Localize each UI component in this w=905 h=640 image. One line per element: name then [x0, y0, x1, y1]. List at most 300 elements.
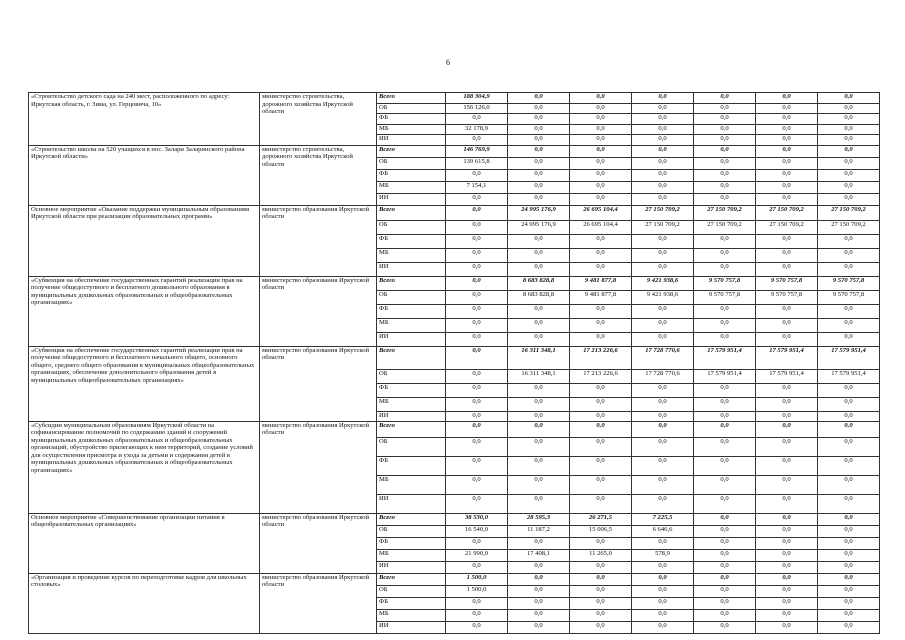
amount-cell: 188 304,9	[446, 93, 508, 104]
amount-cell: 0,0	[508, 397, 570, 411]
amount-cell: 0,0	[756, 181, 818, 193]
funding-source: Всего	[377, 421, 446, 437]
amount-cell: 0,0	[570, 248, 632, 262]
amount-cell: 27 150 709,2	[756, 205, 818, 220]
amount-cell: 0,0	[508, 585, 570, 597]
amount-cell: 0,0	[508, 124, 570, 135]
funding-source: МБ	[377, 181, 446, 193]
amount-cell: 0,0	[756, 135, 818, 146]
amount-cell: 0,0	[446, 621, 508, 633]
amount-cell: 0,0	[570, 193, 632, 205]
amount-cell: 0,0	[446, 561, 508, 573]
responsible-executor: министерство образования Иркутской области	[260, 205, 377, 276]
amount-cell: 0,0	[694, 234, 756, 248]
amount-cell: 0,0	[632, 397, 694, 411]
amount-cell: 0,0	[446, 290, 508, 304]
amount-cell: 28 595,3	[508, 513, 570, 525]
amount-cell: 0,0	[694, 421, 756, 437]
amount-cell: 0,0	[694, 561, 756, 573]
amount-cell: 146 769,9	[446, 145, 508, 157]
amount-cell: 0,0	[570, 93, 632, 104]
amount-cell: 0,0	[508, 262, 570, 276]
amount-cell: 0,0	[632, 597, 694, 609]
funding-source: ФБ	[377, 304, 446, 318]
amount-cell: 0,0	[570, 537, 632, 549]
responsible-executor: министерство образования Иркутской области	[260, 573, 377, 633]
amount-cell: 0,0	[570, 304, 632, 318]
amount-cell: 9 570 757,8	[756, 290, 818, 304]
amount-cell: 0,0	[694, 248, 756, 262]
responsible-executor: министерство образования Иркутской области	[260, 276, 377, 346]
amount-cell: 156 126,0	[446, 103, 508, 114]
amount-cell: 27 150 709,2	[694, 220, 756, 234]
amount-cell: 0,0	[632, 124, 694, 135]
amount-cell: 0,0	[694, 513, 756, 525]
amount-cell: 0,0	[632, 475, 694, 494]
amount-cell: 0,0	[632, 421, 694, 437]
amount-cell: 0,0	[632, 621, 694, 633]
amount-cell: 0,0	[694, 411, 756, 421]
amount-cell: 8 683 828,8	[508, 290, 570, 304]
funding-source: МБ	[377, 318, 446, 332]
amount-cell: 0,0	[508, 103, 570, 114]
funding-source: МБ	[377, 609, 446, 621]
funding-source: ОБ	[377, 157, 446, 169]
amount-cell: 0,0	[508, 234, 570, 248]
amount-cell: 0,0	[508, 114, 570, 125]
amount-cell: 0,0	[632, 93, 694, 104]
responsible-executor: министерство строительства, дорожного хозяйства Иркутской области	[260, 93, 377, 146]
amount-cell: 0,0	[446, 383, 508, 397]
funding-source: ИИ	[377, 193, 446, 205]
amount-cell: 0,0	[446, 411, 508, 421]
amount-cell: 17 579 951,4	[694, 369, 756, 383]
amount-cell: 0,0	[756, 157, 818, 169]
funding-source: Всего	[377, 93, 446, 104]
amount-cell: 0,0	[632, 561, 694, 573]
amount-cell: 0,0	[756, 103, 818, 114]
amount-cell: 0,0	[694, 621, 756, 633]
amount-cell: 0,0	[756, 621, 818, 633]
amount-cell: 0,0	[446, 220, 508, 234]
amount-cell: 0,0	[694, 114, 756, 125]
amount-cell: 0,0	[632, 456, 694, 475]
amount-cell: 0,0	[818, 494, 880, 513]
amount-cell: 0,0	[818, 421, 880, 437]
amount-cell: 11 265,0	[570, 549, 632, 561]
amount-cell: 0,0	[632, 169, 694, 181]
amount-cell: 139 615,8	[446, 157, 508, 169]
amount-cell: 0,0	[694, 383, 756, 397]
table-row-total	[29, 421, 880, 437]
amount-cell: 0,0	[756, 145, 818, 157]
amount-cell: 0,0	[570, 456, 632, 475]
table-row-total	[29, 513, 880, 525]
amount-cell: 0,0	[570, 561, 632, 573]
amount-cell: 27 150 709,2	[818, 205, 880, 220]
amount-cell: 0,0	[570, 383, 632, 397]
funding-source: ФБ	[377, 114, 446, 125]
amount-cell: 0,0	[446, 114, 508, 125]
amount-cell: 0,0	[756, 169, 818, 181]
amount-cell: 0,0	[818, 234, 880, 248]
amount-cell: 0,0	[570, 124, 632, 135]
amount-cell: 0,0	[570, 332, 632, 346]
amount-cell: 0,0	[694, 437, 756, 456]
amount-cell: 0,0	[632, 437, 694, 456]
amount-cell: 0,0	[694, 169, 756, 181]
funding-source: Всего	[377, 573, 446, 585]
amount-cell: 0,0	[632, 262, 694, 276]
table-row-total	[29, 145, 880, 157]
amount-cell: 0,0	[694, 181, 756, 193]
amount-cell: 0,0	[508, 609, 570, 621]
amount-cell: 1 500,0	[446, 573, 508, 585]
amount-cell: 0,0	[818, 93, 880, 104]
budget-table	[28, 92, 880, 634]
amount-cell: 0,0	[632, 573, 694, 585]
amount-cell: 0,0	[756, 383, 818, 397]
amount-cell: 0,0	[508, 456, 570, 475]
amount-cell: 0,0	[756, 234, 818, 248]
funding-source: ФБ	[377, 234, 446, 248]
amount-cell: 0,0	[508, 597, 570, 609]
amount-cell: 0,0	[508, 318, 570, 332]
amount-cell: 0,0	[446, 135, 508, 146]
page-number: 6	[446, 58, 450, 67]
funding-source: ОБ	[377, 220, 446, 234]
amount-cell: 0,0	[570, 181, 632, 193]
amount-cell: 27 150 709,2	[756, 220, 818, 234]
amount-cell: 0,0	[756, 597, 818, 609]
amount-cell: 0,0	[570, 411, 632, 421]
activity-description: «Субсидии муниципальным образованиям Иркутской области на софинансирование полномочий по содержанию зданий и сооружений муниципальных дошкольных образовательных и общеобразовательных организаций, обустройство прилегающих к ним территорий, создание условий для осуществления присмотра и ухода за детьми и содержания детей в муниципальных дошкольных образовательных и общеобразовательных организациях»	[29, 421, 260, 513]
amount-cell: 0,0	[632, 145, 694, 157]
amount-cell: 0,0	[570, 318, 632, 332]
amount-cell: 0,0	[756, 332, 818, 346]
amount-cell: 0,0	[632, 411, 694, 421]
funding-source: МБ	[377, 124, 446, 135]
amount-cell: 0,0	[446, 456, 508, 475]
amount-cell: 0,0	[446, 248, 508, 262]
table-row-total	[29, 93, 880, 104]
amount-cell: 0,0	[818, 475, 880, 494]
amount-cell: 0,0	[446, 276, 508, 290]
amount-cell: 0,0	[570, 621, 632, 633]
table-row-total	[29, 573, 880, 585]
amount-cell: 0,0	[694, 525, 756, 537]
amount-cell: 0,0	[818, 181, 880, 193]
amount-cell: 0,0	[632, 248, 694, 262]
amount-cell: 0,0	[818, 437, 880, 456]
amount-cell: 0,0	[756, 537, 818, 549]
funding-source: Всего	[377, 205, 446, 220]
funding-source: ФБ	[377, 169, 446, 181]
amount-cell: 26 271,5	[570, 513, 632, 525]
funding-source: ОБ	[377, 290, 446, 304]
amount-cell: 0,0	[632, 135, 694, 146]
table-row-total	[29, 276, 880, 290]
amount-cell: 0,0	[818, 124, 880, 135]
amount-cell: 0,0	[446, 397, 508, 411]
amount-cell: 0,0	[694, 318, 756, 332]
amount-cell: 7 154,1	[446, 181, 508, 193]
amount-cell: 0,0	[818, 145, 880, 157]
funding-source: ОБ	[377, 525, 446, 537]
amount-cell: 0,0	[632, 494, 694, 513]
funding-source: МБ	[377, 475, 446, 494]
amount-cell: 17 213 226,6	[570, 369, 632, 383]
amount-cell: 0,0	[756, 525, 818, 537]
amount-cell: 17 579 951,4	[756, 369, 818, 383]
amount-cell: 16 311 348,1	[508, 346, 570, 369]
funding-source: ОБ	[377, 585, 446, 597]
amount-cell: 0,0	[632, 103, 694, 114]
amount-cell: 17 579 951,4	[818, 369, 880, 383]
budget-table-body	[29, 93, 880, 634]
amount-cell: 0,0	[818, 573, 880, 585]
amount-cell: 0,0	[446, 262, 508, 276]
amount-cell: 0,0	[570, 475, 632, 494]
amount-cell: 27 150 709,2	[632, 205, 694, 220]
amount-cell: 0,0	[632, 318, 694, 332]
responsible-executor: министерство строительства, дорожного хозяйства Иркутской области	[260, 145, 377, 205]
amount-cell: 0,0	[446, 234, 508, 248]
amount-cell: 0,0	[508, 248, 570, 262]
amount-cell: 0,0	[756, 609, 818, 621]
amount-cell: 1 500,0	[446, 585, 508, 597]
amount-cell: 0,0	[632, 234, 694, 248]
amount-cell: 0,0	[756, 318, 818, 332]
amount-cell: 9 421 938,6	[632, 290, 694, 304]
amount-cell: 0,0	[818, 513, 880, 525]
amount-cell: 9 481 877,8	[570, 290, 632, 304]
amount-cell: 0,0	[508, 383, 570, 397]
amount-cell: 0,0	[756, 456, 818, 475]
amount-cell: 0,0	[446, 332, 508, 346]
amount-cell: 0,0	[694, 573, 756, 585]
amount-cell: 17 579 951,4	[756, 346, 818, 369]
amount-cell: 0,0	[694, 494, 756, 513]
amount-cell: 0,0	[818, 456, 880, 475]
amount-cell: 0,0	[756, 494, 818, 513]
funding-source: ИИ	[377, 494, 446, 513]
amount-cell: 0,0	[818, 609, 880, 621]
amount-cell: 9 421 938,6	[632, 276, 694, 290]
amount-cell: 0,0	[508, 621, 570, 633]
amount-cell: 0,0	[570, 262, 632, 276]
amount-cell: 0,0	[756, 114, 818, 125]
amount-cell: 0,0	[694, 103, 756, 114]
responsible-executor: министерство образования Иркутской области	[260, 346, 377, 421]
amount-cell: 0,0	[756, 561, 818, 573]
amount-cell: 0,0	[632, 585, 694, 597]
amount-cell: 0,0	[508, 561, 570, 573]
amount-cell: 0,0	[756, 421, 818, 437]
amount-cell: 0,0	[818, 621, 880, 633]
amount-cell: 38 530,0	[446, 513, 508, 525]
responsible-executor: министерство образования Иркутской области	[260, 421, 377, 513]
amount-cell: 0,0	[818, 262, 880, 276]
amount-cell: 0,0	[570, 437, 632, 456]
amount-cell: 17 408,1	[508, 549, 570, 561]
amount-cell: 9 570 757,8	[694, 290, 756, 304]
amount-cell: 0,0	[818, 332, 880, 346]
amount-cell: 9 570 757,8	[818, 276, 880, 290]
amount-cell: 0,0	[570, 597, 632, 609]
funding-source: ОБ	[377, 437, 446, 456]
amount-cell: 0,0	[570, 609, 632, 621]
amount-cell: 0,0	[508, 573, 570, 585]
amount-cell: 26 695 104,4	[570, 220, 632, 234]
amount-cell: 0,0	[632, 304, 694, 318]
activity-description: «Организация и проведение курсов по переподготовке кадров для школьных столовых»	[29, 573, 260, 633]
amount-cell: 0,0	[818, 549, 880, 561]
amount-cell: 0,0	[446, 193, 508, 205]
amount-cell: 0,0	[694, 597, 756, 609]
amount-cell: 0,0	[694, 475, 756, 494]
amount-cell: 0,0	[446, 346, 508, 369]
amount-cell: 0,0	[446, 597, 508, 609]
amount-cell: 0,0	[694, 609, 756, 621]
amount-cell: 0,0	[570, 114, 632, 125]
amount-cell: 27 150 709,2	[632, 220, 694, 234]
amount-cell: 17 728 770,6	[632, 369, 694, 383]
amount-cell: 0,0	[756, 585, 818, 597]
amount-cell: 578,9	[632, 549, 694, 561]
funding-source: МБ	[377, 248, 446, 262]
amount-cell: 0,0	[632, 193, 694, 205]
amount-cell: 0,0	[756, 248, 818, 262]
funding-source: ФБ	[377, 383, 446, 397]
activity-description: «Субвенция на обеспечение государственных гарантий реализации прав на получение общедоступного и бесплатного дошкольного образования в муниципальных дошкольных образовательных и общеобразовательных организациях»	[29, 276, 260, 346]
amount-cell: 0,0	[632, 157, 694, 169]
amount-cell: 0,0	[508, 145, 570, 157]
amount-cell: 0,0	[818, 383, 880, 397]
funding-source: ИИ	[377, 332, 446, 346]
amount-cell: 0,0	[756, 124, 818, 135]
amount-cell: 16 540,0	[446, 525, 508, 537]
amount-cell: 24 995 176,9	[508, 205, 570, 220]
amount-cell: 0,0	[818, 135, 880, 146]
funding-source: Всего	[377, 145, 446, 157]
amount-cell: 0,0	[694, 549, 756, 561]
amount-cell: 0,0	[508, 475, 570, 494]
funding-source: ИИ	[377, 135, 446, 146]
amount-cell: 0,0	[632, 181, 694, 193]
amount-cell: 0,0	[508, 193, 570, 205]
amount-cell: 0,0	[446, 205, 508, 220]
amount-cell: 11 187,2	[508, 525, 570, 537]
amount-cell: 0,0	[756, 549, 818, 561]
amount-cell: 32 178,9	[446, 124, 508, 135]
funding-source: ИИ	[377, 411, 446, 421]
amount-cell: 26 695 104,4	[570, 205, 632, 220]
funding-source: ОБ	[377, 103, 446, 114]
amount-cell: 0,0	[446, 537, 508, 549]
funding-source: ФБ	[377, 537, 446, 549]
amount-cell: 0,0	[756, 573, 818, 585]
amount-cell: 0,0	[818, 597, 880, 609]
amount-cell: 0,0	[818, 193, 880, 205]
funding-source: ИИ	[377, 561, 446, 573]
amount-cell: 0,0	[818, 561, 880, 573]
amount-cell: 0,0	[756, 262, 818, 276]
amount-cell: 0,0	[818, 169, 880, 181]
amount-cell: 0,0	[570, 421, 632, 437]
amount-cell: 0,0	[508, 494, 570, 513]
amount-cell: 0,0	[508, 332, 570, 346]
amount-cell: 0,0	[694, 537, 756, 549]
amount-cell: 0,0	[570, 585, 632, 597]
amount-cell: 0,0	[446, 421, 508, 437]
funding-source: Всего	[377, 276, 446, 290]
funding-source: ОБ	[377, 369, 446, 383]
funding-source: МБ	[377, 549, 446, 561]
amount-cell: 0,0	[446, 437, 508, 456]
amount-cell: 0,0	[570, 494, 632, 513]
amount-cell: 0,0	[694, 157, 756, 169]
amount-cell: 0,0	[632, 114, 694, 125]
table-row-total	[29, 205, 880, 220]
amount-cell: 0,0	[570, 397, 632, 411]
amount-cell: 0,0	[632, 609, 694, 621]
funding-source: ФБ	[377, 456, 446, 475]
amount-cell: 0,0	[756, 193, 818, 205]
amount-cell: 0,0	[694, 332, 756, 346]
amount-cell: 0,0	[694, 262, 756, 276]
amount-cell: 0,0	[508, 411, 570, 421]
amount-cell: 17 213 226,6	[570, 346, 632, 369]
funding-source: МБ	[377, 397, 446, 411]
amount-cell: 0,0	[756, 397, 818, 411]
activity-description: «Строительство детского сада на 240 мест, расположенного по адресу: Иркутская область, г. Зима, ул. Герцовича, 10»	[29, 93, 260, 146]
amount-cell: 0,0	[818, 585, 880, 597]
amount-cell: 0,0	[694, 193, 756, 205]
amount-cell: 0,0	[570, 573, 632, 585]
amount-cell: 0,0	[818, 248, 880, 262]
amount-cell: 0,0	[632, 383, 694, 397]
amount-cell: 0,0	[818, 411, 880, 421]
amount-cell: 0,0	[508, 421, 570, 437]
amount-cell: 16 311 348,1	[508, 369, 570, 383]
amount-cell: 0,0	[818, 318, 880, 332]
amount-cell: 0,0	[508, 169, 570, 181]
amount-cell: 0,0	[570, 135, 632, 146]
amount-cell: 0,0	[570, 103, 632, 114]
amount-cell: 0,0	[756, 93, 818, 104]
amount-cell: 0,0	[632, 332, 694, 346]
amount-cell: 0,0	[818, 157, 880, 169]
amount-cell: 9 570 757,8	[818, 290, 880, 304]
amount-cell: 0,0	[508, 181, 570, 193]
amount-cell: 9 481 877,8	[570, 276, 632, 290]
table-row-total	[29, 346, 880, 369]
amount-cell: 0,0	[694, 93, 756, 104]
amount-cell: 0,0	[570, 157, 632, 169]
amount-cell: 17 579 951,4	[818, 346, 880, 369]
amount-cell: 0,0	[508, 135, 570, 146]
activity-description: «Субвенция на обеспечение государственных гарантий реализации прав на получение общедоступного и бесплатного начального общего, основного общего, среднего общего образования в муниципальных общеобразовательных организациях, обеспечение дополнительного образования детей в муниципальных общеобразовательных организациях»	[29, 346, 260, 421]
amount-cell: 0,0	[694, 145, 756, 157]
amount-cell: 0,0	[446, 304, 508, 318]
funding-source: ИИ	[377, 621, 446, 633]
amount-cell: 7 225,5	[632, 513, 694, 525]
amount-cell: 0,0	[508, 93, 570, 104]
amount-cell: 0,0	[446, 475, 508, 494]
amount-cell: 24 995 176,9	[508, 220, 570, 234]
amount-cell: 0,0	[694, 397, 756, 411]
